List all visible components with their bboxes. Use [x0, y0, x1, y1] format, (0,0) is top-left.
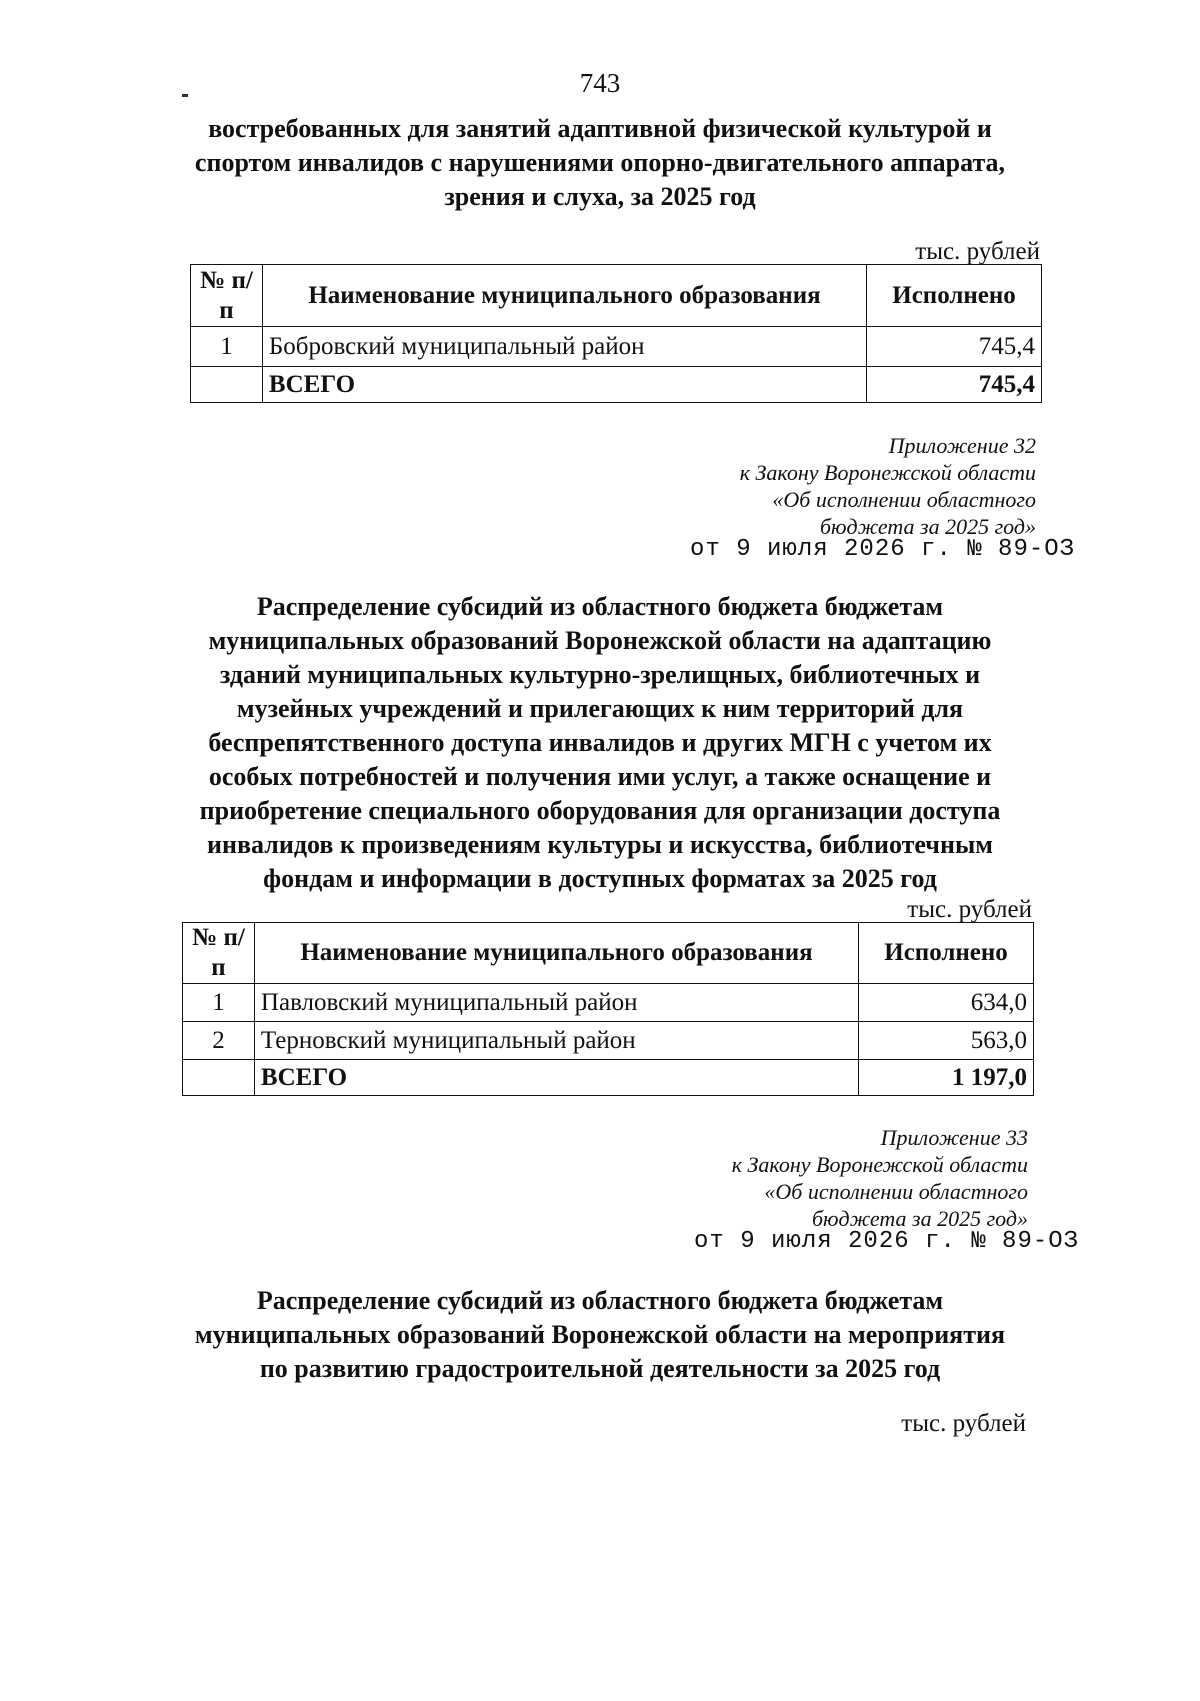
section2-table [182, 922, 1034, 1096]
appendix33-line: бюджета за 2025 год» [811, 1206, 1028, 1231]
row-num: 1 [191, 327, 263, 367]
section2-title-line: беспрепятственного доступа инвалидов и других МГН с учетом их [208, 728, 992, 757]
header-value: Исполнено [867, 265, 1042, 327]
header-name: Наименование муниципального образования [262, 265, 866, 327]
section2-title-line: зданий муниципальных культурно-зрелищных, библиотечных и [219, 660, 981, 689]
table-row [183, 1022, 1034, 1060]
section2-title-line: приобретение специального оборудования для организации доступа [199, 796, 1001, 825]
appendix33-block [632, 1124, 1028, 1232]
row-name: Терновский муниципальный район [254, 1022, 858, 1060]
appendix33-stamp: от 9 июля 2026 г. № 89-ОЗ [694, 1228, 1080, 1255]
total-value: 745,4 [867, 367, 1042, 403]
header-num: № п/п [191, 265, 263, 327]
section1-title-line: зрения и слуха, за 2025 год [444, 182, 756, 211]
total-empty-cell [183, 1060, 255, 1096]
table-header-row [191, 265, 1042, 327]
section2-title-line: музейных учреждений и прилегающих к ним территорий для [236, 694, 964, 723]
section2-title-line: муниципальных образований Воронежской области на адаптацию [208, 626, 992, 655]
appendix32-line: бюджета за 2025 год» [819, 514, 1036, 539]
row-num: 2 [183, 1022, 255, 1060]
section1-table [190, 264, 1042, 403]
total-value: 1 197,0 [859, 1060, 1034, 1096]
section3-title-line: муниципальных образований Воронежской области на мероприятия [194, 1320, 1006, 1349]
section1-title-line: востребованных для занятий адаптивной физической культурой и [208, 114, 992, 143]
header-name: Наименование муниципального образования [254, 923, 858, 984]
appendix33-line: «Об исполнении областного [764, 1179, 1028, 1204]
total-empty-cell [191, 367, 263, 403]
row-name: Павловский муниципальный район [254, 984, 858, 1022]
row-value: 563,0 [859, 1022, 1034, 1060]
appendix32-stamp: от 9 июля 2026 г. № 89-ОЗ [690, 536, 1076, 563]
total-label: ВСЕГО [254, 1060, 858, 1096]
row-value: 745,4 [867, 327, 1042, 367]
section2-unit: тыс. рублей [907, 896, 1032, 923]
section2-title-line: фондам и информации в доступных форматах за 2025 год [263, 864, 937, 893]
section3-title-line: Распределение субсидий из областного бюджета бюджетам [256, 1286, 944, 1315]
section2-title-line: инвалидов к произведениям культуры и искусства, библиотечным [207, 830, 993, 859]
table-total-row [191, 367, 1042, 403]
appendix33-line: Приложение 33 [880, 1125, 1028, 1150]
table-header-row [183, 923, 1034, 984]
section1-title [150, 112, 1050, 214]
row-name: Бобровский муниципальный район [262, 327, 866, 367]
section1-unit: тыс. рублей [915, 238, 1040, 265]
header-num: № п/п [183, 923, 255, 984]
section2-title-line: особых потребностей и получения ими услуг, а также оснащение и [208, 762, 992, 791]
appendix32-line: к Закону Воронежской области [739, 460, 1036, 485]
row-value: 634,0 [859, 984, 1034, 1022]
appendix32-line: Приложение 32 [888, 433, 1036, 458]
table-row [183, 984, 1034, 1022]
page-number: 743 [579, 68, 621, 98]
total-label: ВСЕГО [262, 367, 866, 403]
section1-title-line: спортом инвалидов с нарушениями опорно-двигательного аппарата, [194, 148, 1006, 177]
appendix32-line: «Об исполнении областного [772, 487, 1036, 512]
section2-title-line: Распределение субсидий из областного бюджета бюджетам [256, 592, 944, 621]
section2-title [150, 590, 1050, 896]
table-row [191, 327, 1042, 367]
section3-title [150, 1284, 1050, 1386]
header-value: Исполнено [859, 923, 1034, 984]
appendix32-block [640, 432, 1036, 540]
table-total-row [183, 1060, 1034, 1096]
section3-unit: тыс. рублей [901, 1410, 1026, 1437]
section3-title-line: по развитию градостроительной деятельности за 2025 год [259, 1354, 941, 1383]
appendix33-line: к Закону Воронежской области [731, 1152, 1028, 1177]
row-num: 1 [183, 984, 255, 1022]
